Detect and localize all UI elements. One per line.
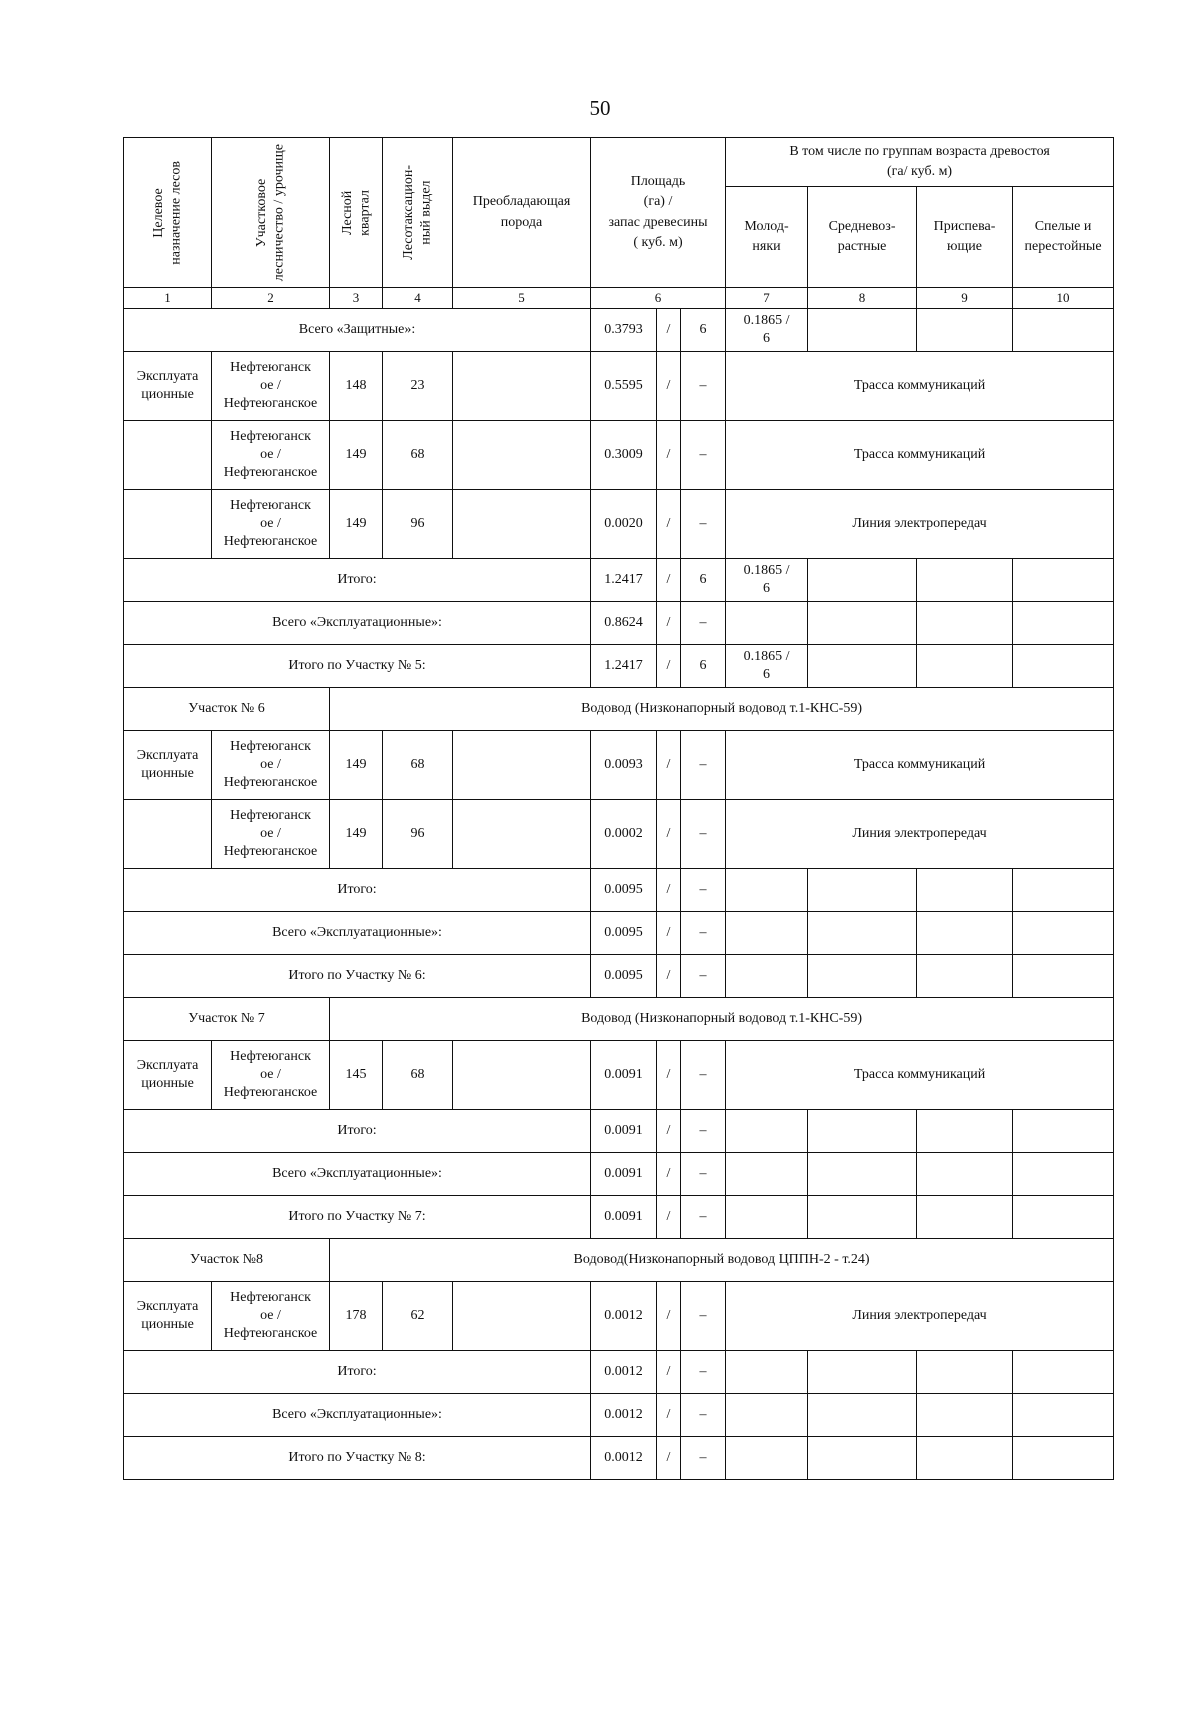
purpose-cell bbox=[124, 490, 212, 559]
summary-label: Итого по Участку № 7: bbox=[124, 1196, 591, 1239]
purpose-note: Трасса коммуникаций bbox=[726, 421, 1114, 490]
col-number: 4 bbox=[383, 288, 453, 309]
empty-cell bbox=[726, 1394, 808, 1437]
area-value: 0.0012 bbox=[591, 1437, 657, 1480]
col-number: 2 bbox=[212, 288, 330, 309]
section-row bbox=[124, 1239, 1114, 1282]
area-separator: / bbox=[657, 1196, 681, 1239]
empty-cell bbox=[1013, 869, 1114, 912]
empty-cell bbox=[1013, 955, 1114, 998]
purpose-note: Трасса коммуникаций bbox=[726, 352, 1114, 421]
forestry-cell: Нефтеюганск ое / Нефтеюганское bbox=[212, 1282, 330, 1351]
area-value: 0.8624 bbox=[591, 602, 657, 645]
volume-value: – bbox=[681, 869, 726, 912]
empty-cell bbox=[726, 602, 808, 645]
header-middle-aged: Средневоз- растные bbox=[808, 187, 917, 288]
purpose-cell: Эксплуата ционные bbox=[124, 1041, 212, 1110]
summary-row bbox=[124, 1437, 1114, 1480]
summary-label: Всего «Защитные»: bbox=[124, 309, 591, 352]
empty-cell bbox=[808, 1394, 917, 1437]
summary-label: Итого: bbox=[124, 869, 591, 912]
area-value: 0.0002 bbox=[591, 800, 657, 869]
volume-value: – bbox=[681, 1041, 726, 1110]
forest-table bbox=[123, 137, 1114, 1480]
empty-cell bbox=[808, 309, 917, 352]
header-row bbox=[124, 138, 1114, 187]
section-label: Участок № 6 bbox=[124, 688, 330, 731]
summary-label: Итого: bbox=[124, 1351, 591, 1394]
summary-label: Всего «Эксплуатационные»: bbox=[124, 912, 591, 955]
empty-cell bbox=[726, 1196, 808, 1239]
empty-cell bbox=[808, 645, 917, 688]
volume-value: – bbox=[681, 1437, 726, 1480]
area-value: 0.0020 bbox=[591, 490, 657, 559]
forestry-cell: Нефтеюганск ое / Нефтеюганское bbox=[212, 490, 330, 559]
summary-row bbox=[124, 645, 1114, 688]
empty-cell bbox=[917, 912, 1013, 955]
empty-cell bbox=[917, 869, 1013, 912]
summary-label: Итого по Участку № 8: bbox=[124, 1437, 591, 1480]
area-separator: / bbox=[657, 1437, 681, 1480]
quarter-cell: 178 bbox=[330, 1282, 383, 1351]
empty-cell bbox=[917, 645, 1013, 688]
empty-cell bbox=[917, 955, 1013, 998]
area-separator: / bbox=[657, 490, 681, 559]
area-separator: / bbox=[657, 421, 681, 490]
area-value: 0.0095 bbox=[591, 955, 657, 998]
summary-row bbox=[124, 955, 1114, 998]
species-cell bbox=[453, 1282, 591, 1351]
volume-value: – bbox=[681, 1351, 726, 1394]
species-cell bbox=[453, 421, 591, 490]
forestry-cell: Нефтеюганск ое / Нефтеюганское bbox=[212, 1041, 330, 1110]
col-number: 9 bbox=[917, 288, 1013, 309]
section-title: Водовод (Низконапорный водовод т.1-КНС-59) bbox=[330, 998, 1114, 1041]
volume-value: – bbox=[681, 955, 726, 998]
col-number: 1 bbox=[124, 288, 212, 309]
purpose-cell: Эксплуата ционные bbox=[124, 731, 212, 800]
plot-cell: 96 bbox=[383, 800, 453, 869]
empty-cell bbox=[808, 955, 917, 998]
empty-cell bbox=[917, 1153, 1013, 1196]
table-row bbox=[124, 421, 1114, 490]
section-title: Водовод(Низконапорный водовод ЦППН-2 - т.24) bbox=[330, 1239, 1114, 1282]
summary-label: Всего «Эксплуатационные»: bbox=[124, 1153, 591, 1196]
empty-cell bbox=[1013, 559, 1114, 602]
table-row bbox=[124, 1041, 1114, 1110]
volume-value: – bbox=[681, 490, 726, 559]
empty-cell bbox=[726, 869, 808, 912]
header-young: Молод- няки bbox=[726, 187, 808, 288]
area-value: 1.2417 bbox=[591, 559, 657, 602]
area-separator: / bbox=[657, 1041, 681, 1110]
volume-value: – bbox=[681, 731, 726, 800]
quarter-cell: 149 bbox=[330, 800, 383, 869]
area-separator: / bbox=[657, 352, 681, 421]
area-separator: / bbox=[657, 1282, 681, 1351]
empty-cell bbox=[1013, 1196, 1114, 1239]
area-value: 0.5595 bbox=[591, 352, 657, 421]
col-number: 7 bbox=[726, 288, 808, 309]
empty-cell bbox=[917, 1196, 1013, 1239]
empty-cell bbox=[808, 602, 917, 645]
area-value: 0.0091 bbox=[591, 1110, 657, 1153]
table-row bbox=[124, 1282, 1114, 1351]
plot-cell: 62 bbox=[383, 1282, 453, 1351]
purpose-note: Линия электропередач bbox=[726, 490, 1114, 559]
empty-cell bbox=[1013, 309, 1114, 352]
empty-cell bbox=[1013, 912, 1114, 955]
col-number: 10 bbox=[1013, 288, 1114, 309]
forestry-cell: Нефтеюганск ое / Нефтеюганское bbox=[212, 421, 330, 490]
area-separator: / bbox=[657, 602, 681, 645]
summary-label: Итого по Участку № 6: bbox=[124, 955, 591, 998]
table-row bbox=[124, 731, 1114, 800]
summary-row bbox=[124, 1394, 1114, 1437]
species-cell bbox=[453, 352, 591, 421]
forestry-cell: Нефтеюганск ое / Нефтеюганское bbox=[212, 352, 330, 421]
forestry-cell: Нефтеюганск ое / Нефтеюганское bbox=[212, 731, 330, 800]
empty-cell bbox=[726, 955, 808, 998]
section-title: Водовод (Низконапорный водовод т.1-КНС-59) bbox=[330, 688, 1114, 731]
empty-cell bbox=[726, 1153, 808, 1196]
summary-row bbox=[124, 309, 1114, 352]
section-label: Участок № 7 bbox=[124, 998, 330, 1041]
summary-row bbox=[124, 1196, 1114, 1239]
quarter-cell: 149 bbox=[330, 731, 383, 800]
purpose-note: Линия электропередач bbox=[726, 800, 1114, 869]
quarter-cell: 145 bbox=[330, 1041, 383, 1110]
empty-cell bbox=[808, 559, 917, 602]
area-separator: / bbox=[657, 559, 681, 602]
volume-value: 6 bbox=[681, 645, 726, 688]
volume-value: – bbox=[681, 800, 726, 869]
empty-cell bbox=[917, 559, 1013, 602]
young-value: 0.1865 / 6 bbox=[726, 645, 808, 688]
area-separator: / bbox=[657, 731, 681, 800]
empty-cell bbox=[1013, 645, 1114, 688]
empty-cell bbox=[808, 1437, 917, 1480]
empty-cell bbox=[1013, 1437, 1114, 1480]
area-separator: / bbox=[657, 1110, 681, 1153]
summary-row bbox=[124, 559, 1114, 602]
col-number: 6 bbox=[591, 288, 726, 309]
empty-cell bbox=[1013, 1351, 1114, 1394]
empty-cell bbox=[808, 1153, 917, 1196]
area-separator: / bbox=[657, 800, 681, 869]
empty-cell bbox=[1013, 1394, 1114, 1437]
empty-cell bbox=[917, 1437, 1013, 1480]
quarter-cell: 148 bbox=[330, 352, 383, 421]
purpose-note: Линия электропередач bbox=[726, 1282, 1114, 1351]
summary-row bbox=[124, 1110, 1114, 1153]
area-separator: / bbox=[657, 955, 681, 998]
quarter-cell: 149 bbox=[330, 421, 383, 490]
empty-cell bbox=[1013, 1153, 1114, 1196]
col-number: 8 bbox=[808, 288, 917, 309]
species-cell bbox=[453, 490, 591, 559]
volume-value: – bbox=[681, 352, 726, 421]
volume-value: – bbox=[681, 912, 726, 955]
header-area: Площадь (га) / запас древесины ( куб. м) bbox=[591, 138, 726, 288]
empty-cell bbox=[808, 1110, 917, 1153]
col-number: 5 bbox=[453, 288, 591, 309]
area-separator: / bbox=[657, 1153, 681, 1196]
volume-value: – bbox=[681, 1196, 726, 1239]
area-value: 0.0012 bbox=[591, 1282, 657, 1351]
section-row bbox=[124, 688, 1114, 731]
area-separator: / bbox=[657, 309, 681, 352]
volume-value: – bbox=[681, 421, 726, 490]
empty-cell bbox=[808, 1351, 917, 1394]
area-value: 0.0091 bbox=[591, 1196, 657, 1239]
volume-value: – bbox=[681, 1394, 726, 1437]
header-maturing: Приспева- ющие bbox=[917, 187, 1013, 288]
summary-label: Итого по Участку № 5: bbox=[124, 645, 591, 688]
area-separator: / bbox=[657, 1394, 681, 1437]
table-row bbox=[124, 800, 1114, 869]
area-separator: / bbox=[657, 1351, 681, 1394]
volume-value: – bbox=[681, 1153, 726, 1196]
area-separator: / bbox=[657, 869, 681, 912]
empty-cell bbox=[726, 1351, 808, 1394]
empty-cell bbox=[808, 1196, 917, 1239]
header-purpose: Целевое назначение лесов bbox=[124, 138, 212, 288]
plot-cell: 23 bbox=[383, 352, 453, 421]
header-forestry: Участковое лесничество / урочище bbox=[212, 138, 330, 288]
header-quarter: Лесной квартал bbox=[330, 138, 383, 288]
area-value: 0.0091 bbox=[591, 1153, 657, 1196]
young-value: 0.1865 / 6 bbox=[726, 559, 808, 602]
purpose-note: Трасса коммуникаций bbox=[726, 731, 1114, 800]
empty-cell bbox=[808, 869, 917, 912]
header-mature: Спелые и перестойные bbox=[1013, 187, 1114, 288]
empty-cell bbox=[917, 1394, 1013, 1437]
species-cell bbox=[453, 1041, 591, 1110]
page-number: 50 bbox=[589, 96, 611, 120]
empty-cell bbox=[917, 309, 1013, 352]
purpose-cell bbox=[124, 421, 212, 490]
area-value: 0.3009 bbox=[591, 421, 657, 490]
species-cell bbox=[453, 800, 591, 869]
plot-cell: 68 bbox=[383, 1041, 453, 1110]
young-value: 0.1865 / 6 bbox=[726, 309, 808, 352]
summary-label: Всего «Эксплуатационные»: bbox=[124, 602, 591, 645]
volume-value: – bbox=[681, 602, 726, 645]
header-plot: Лесотаксацион- ный выдел bbox=[383, 138, 453, 288]
empty-cell bbox=[1013, 1110, 1114, 1153]
empty-cell bbox=[917, 1351, 1013, 1394]
header-species: Преобладающая порода bbox=[453, 138, 591, 288]
table-row bbox=[124, 352, 1114, 421]
purpose-cell: Эксплуата ционные bbox=[124, 1282, 212, 1351]
area-value: 0.0091 bbox=[591, 1041, 657, 1110]
summary-row bbox=[124, 912, 1114, 955]
purpose-cell: Эксплуата ционные bbox=[124, 352, 212, 421]
volume-value: – bbox=[681, 1282, 726, 1351]
table-row bbox=[124, 490, 1114, 559]
area-value: 0.3793 bbox=[591, 309, 657, 352]
empty-cell bbox=[726, 912, 808, 955]
empty-cell bbox=[917, 1110, 1013, 1153]
area-value: 0.0095 bbox=[591, 869, 657, 912]
area-separator: / bbox=[657, 912, 681, 955]
summary-label: Итого: bbox=[124, 1110, 591, 1153]
summary-label: Итого: bbox=[124, 559, 591, 602]
species-cell bbox=[453, 731, 591, 800]
summary-row bbox=[124, 602, 1114, 645]
empty-cell bbox=[917, 602, 1013, 645]
empty-cell bbox=[726, 1110, 808, 1153]
quarter-cell: 149 bbox=[330, 490, 383, 559]
col-number: 3 bbox=[330, 288, 383, 309]
summary-row bbox=[124, 1351, 1114, 1394]
header-age-groups: В том числе по группам возраста древостоя (га/ куб. м) bbox=[726, 138, 1114, 187]
plot-cell: 68 bbox=[383, 731, 453, 800]
forestry-cell: Нефтеюганск ое / Нефтеюганское bbox=[212, 800, 330, 869]
empty-cell bbox=[808, 912, 917, 955]
area-value: 0.0012 bbox=[591, 1351, 657, 1394]
volume-value: – bbox=[681, 1110, 726, 1153]
plot-cell: 68 bbox=[383, 421, 453, 490]
area-value: 0.0093 bbox=[591, 731, 657, 800]
area-separator: / bbox=[657, 645, 681, 688]
summary-row bbox=[124, 869, 1114, 912]
empty-cell bbox=[726, 1437, 808, 1480]
area-value: 0.0095 bbox=[591, 912, 657, 955]
plot-cell: 96 bbox=[383, 490, 453, 559]
purpose-note: Трасса коммуникаций bbox=[726, 1041, 1114, 1110]
column-numbers-row bbox=[124, 288, 1114, 309]
summary-row bbox=[124, 1153, 1114, 1196]
summary-label: Всего «Эксплуатационные»: bbox=[124, 1394, 591, 1437]
section-label: Участок №8 bbox=[124, 1239, 330, 1282]
area-value: 0.0012 bbox=[591, 1394, 657, 1437]
volume-value: 6 bbox=[681, 309, 726, 352]
volume-value: 6 bbox=[681, 559, 726, 602]
area-value: 1.2417 bbox=[591, 645, 657, 688]
section-row bbox=[124, 998, 1114, 1041]
purpose-cell bbox=[124, 800, 212, 869]
empty-cell bbox=[1013, 602, 1114, 645]
